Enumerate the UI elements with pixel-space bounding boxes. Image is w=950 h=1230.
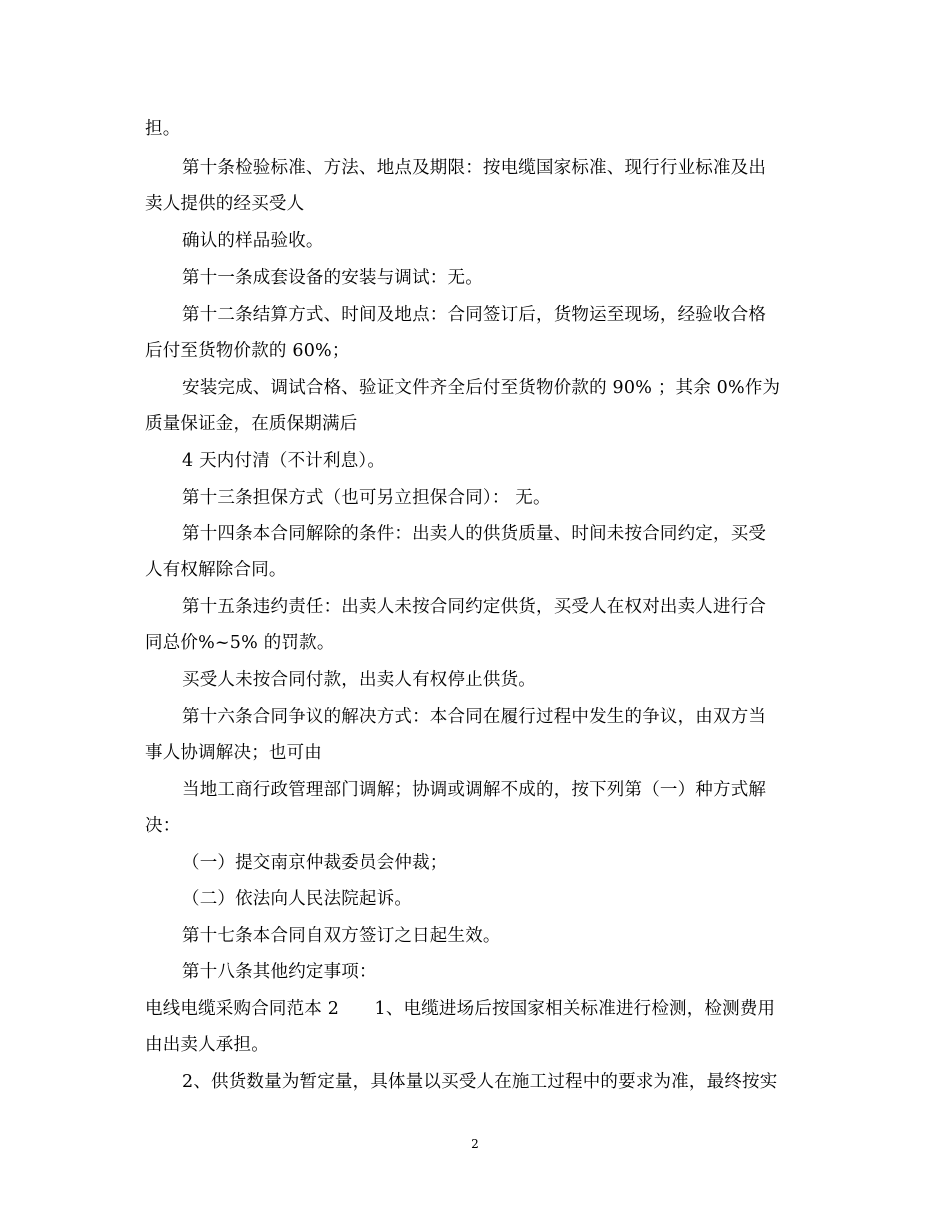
text-line: 第十七条本合同自双方签订之日起生效。 xyxy=(182,926,501,946)
text-line: 第十五条违约责任：出卖人未按合同约定供货，买受人在权对出卖人进行合 xyxy=(182,597,767,617)
page-number: 2 xyxy=(471,1137,479,1151)
text-line: 事人协调解决；也可由 xyxy=(145,743,322,763)
text-line: 后付至货物价款的 60%； xyxy=(145,341,350,361)
text-line: 人有权解除合同。 xyxy=(145,560,287,580)
text-line: 质量保证金，在质保期满后 xyxy=(145,414,358,434)
text-line: 卖人提供的经买受人 xyxy=(145,194,305,214)
text-line: （一）提交南京仲裁委员会仲裁； xyxy=(182,853,448,873)
text-line: 担。 xyxy=(145,119,181,139)
text-line: 安装完成、调试合格、验证文件齐全后付至货物价款的 90% ；其余 0%作为 xyxy=(182,378,781,398)
text-line: 由出卖人承担。 xyxy=(145,1035,269,1055)
text-line: 电线电缆采购合同范本 2 1、电缆进场后按国家相关标准进行检测，检测费用 xyxy=(145,999,776,1019)
text-line: 第十八条其他约定事项： xyxy=(182,962,377,982)
text-line: 同总价%~5% 的罚款。 xyxy=(145,633,335,653)
text-line: 第十三条担保方式（也可另立担保合同）： 无。 xyxy=(182,488,551,508)
text-line: 第十六条合同争议的解决方式：本合同在履行过程中发生的争议，由双方当 xyxy=(182,707,767,727)
text-line: 第十二条结算方式、时间及地点：合同签订后，货物运至现场，经验收合格 xyxy=(182,305,767,325)
text-line: 买受人未按合同付款，出卖人有权停止供货。 xyxy=(182,670,536,690)
text-line: 当地工商行政管理部门调解；协调或调解不成的，按下列第（一）种方式解 xyxy=(182,780,767,800)
text-line: 第十条检验标准、方法、地点及期限：按电缆国家标准、现行行业标准及出 xyxy=(182,158,767,178)
text-line: 第十四条本合同解除的条件：出卖人的供货质量、时间未按合同约定，买受 xyxy=(182,524,767,544)
text-line: （二）依法向人民法院起诉。 xyxy=(182,889,413,909)
text-line: 确认的样品验收。 xyxy=(182,231,324,251)
text-line: 第十一条成套设备的安装与调试：无。 xyxy=(182,268,483,288)
text-line: 2、供货数量为暂定量，具体量以买受人在施工过程中的要求为准，最终按实 xyxy=(182,1072,778,1092)
text-line: 4 天内付清（不计利息）。 xyxy=(182,451,386,471)
text-line: 决： xyxy=(145,816,181,836)
